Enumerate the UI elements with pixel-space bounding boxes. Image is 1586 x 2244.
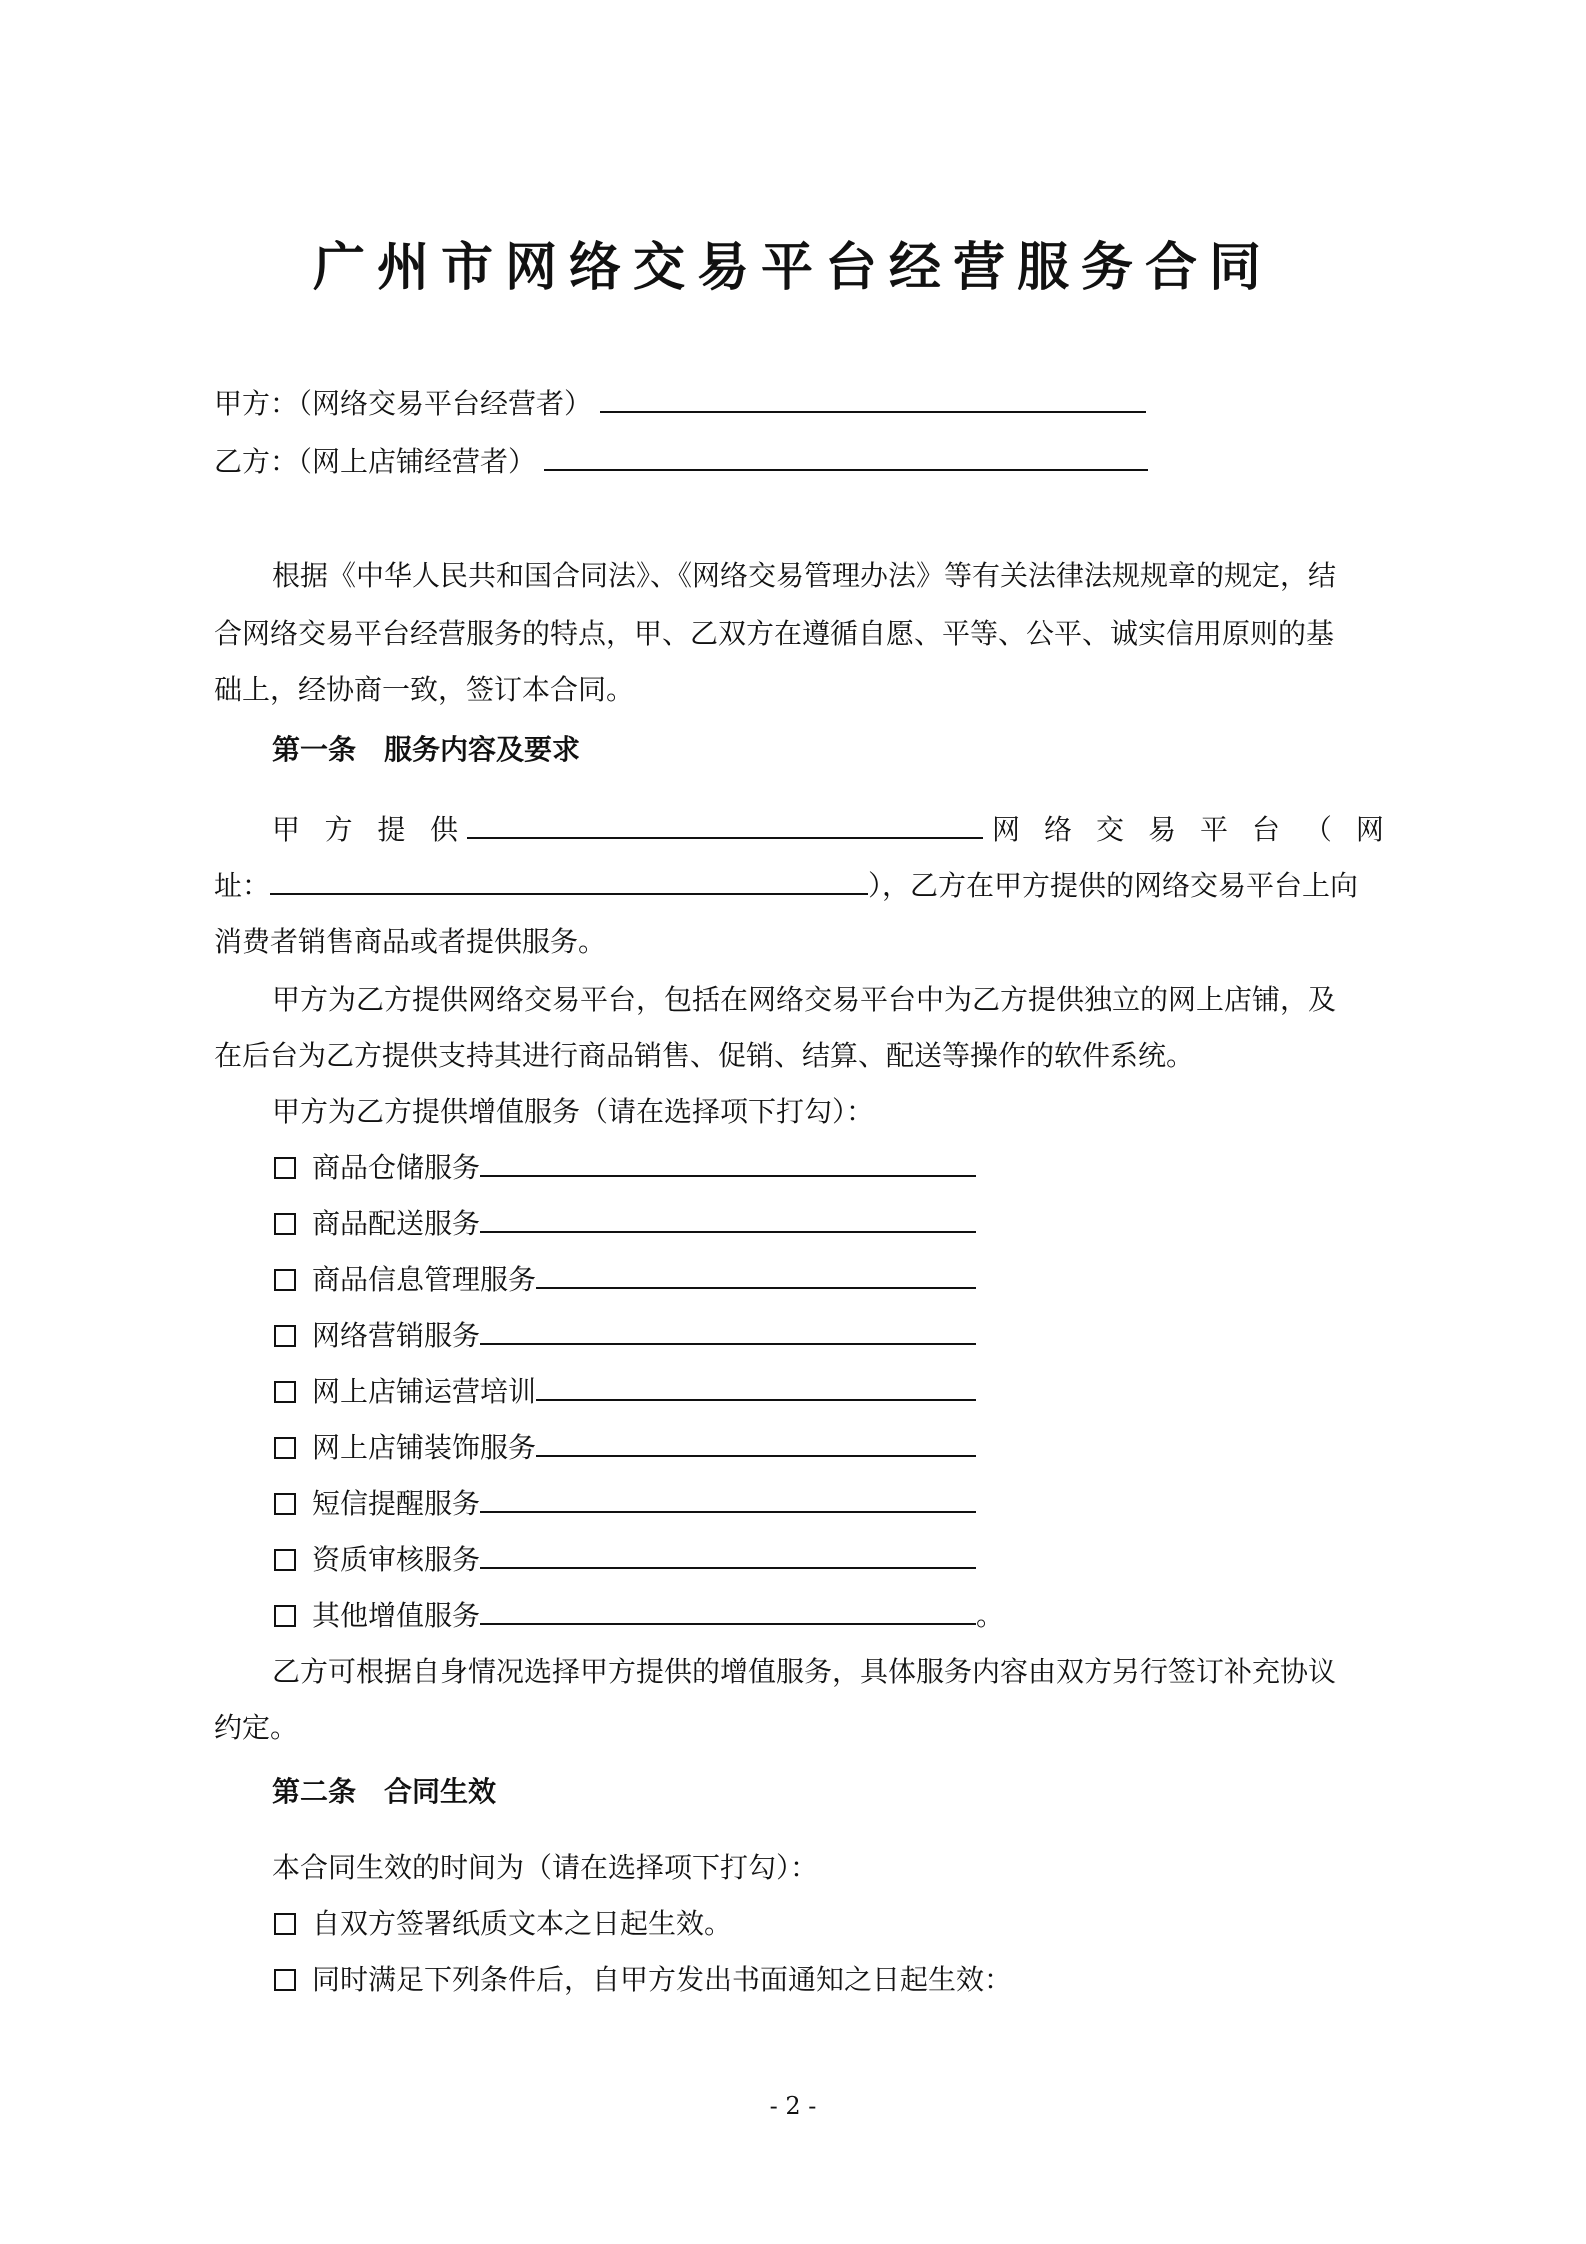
intro-line-2: 合网络交易平台经营服务的特点，甲、乙双方在遵循自愿、平等、公平、诚实信用原则的基	[214, 617, 1335, 650]
article-2-p1: 本合同生效的时间为（请在选择项下打勾）：	[272, 1851, 819, 1884]
checkbox[interactable]	[274, 1913, 296, 1935]
intro-line-1: 根据《中华人民共和国合同法》、《网络交易管理办法》等有关法律法规规章的规定，结	[272, 559, 1337, 592]
service-label: 网络营销服务	[312, 1319, 481, 1352]
checkbox[interactable]	[274, 1493, 296, 1515]
checkbox[interactable]	[274, 1325, 296, 1347]
service-blank[interactable]	[536, 1373, 976, 1401]
checkbox[interactable]	[274, 1605, 296, 1627]
service-blank[interactable]	[480, 1485, 976, 1513]
service-label: 资质审核服务	[312, 1543, 481, 1576]
service-option	[274, 1372, 976, 1412]
article-2-heading: 第二条 合同生效	[272, 1775, 497, 1808]
provide-char: 甲	[272, 813, 301, 846]
platform-char: 交	[1095, 813, 1124, 846]
service-option	[274, 1484, 976, 1524]
provide-char: 供	[429, 813, 458, 846]
provide-char: 方	[324, 813, 353, 846]
service-option	[274, 1316, 976, 1356]
platform-char: （	[1303, 813, 1332, 846]
service-label: 商品仓储服务	[312, 1151, 481, 1184]
checkbox[interactable]	[274, 1157, 296, 1179]
checkbox[interactable]	[274, 1213, 296, 1235]
service-label: 网上店铺运营培训	[312, 1375, 537, 1408]
party-a-blank[interactable]	[600, 385, 1146, 413]
platform-char: 网	[992, 813, 1021, 846]
service-option	[274, 1204, 976, 1244]
url-blank[interactable]	[270, 867, 868, 895]
service-blank[interactable]	[536, 1261, 976, 1289]
article-1-p4-line-1: 乙方可根据自身情况选择甲方提供的增值服务，具体服务内容由双方另行签订补充协议	[272, 1655, 1337, 1688]
service-option	[274, 1148, 976, 1188]
service-blank[interactable]	[480, 1205, 976, 1233]
url-label: 址：	[214, 869, 271, 902]
platform-name-blank[interactable]	[467, 811, 983, 839]
checkbox[interactable]	[274, 1969, 296, 1991]
service-blank[interactable]	[480, 1541, 976, 1569]
page-number: - 2 -	[769, 2092, 817, 2120]
party-b-line	[214, 442, 1148, 482]
platform-text	[992, 810, 1384, 850]
article-1-p2-line-2: 在后台为乙方提供支持其进行商品销售、促销、结算、配送等操作的软件系统。	[214, 1039, 1195, 1072]
document-title: 广州市网络交易平台经营服务合同	[312, 238, 1273, 298]
party-b-blank[interactable]	[544, 443, 1148, 471]
service-label: 短信提醒服务	[312, 1487, 481, 1520]
url-line	[214, 866, 1358, 906]
service-blank[interactable]	[536, 1429, 976, 1457]
platform-char: 网	[1355, 813, 1384, 846]
platform-char: 络	[1043, 813, 1072, 846]
platform-char: 台	[1251, 813, 1280, 846]
service-blank[interactable]	[480, 1597, 976, 1625]
provide-char: 提	[377, 813, 406, 846]
party-a-label: 甲方：（网络交易平台经营者）	[214, 387, 593, 420]
platform-char: 平	[1199, 813, 1228, 846]
service-label: 商品信息管理服务	[312, 1263, 537, 1296]
service-label: 其他增值服务	[312, 1599, 481, 1632]
article-1-p3: 甲方为乙方提供增值服务（请在选择项下打勾）：	[272, 1095, 875, 1128]
checkbox[interactable]	[274, 1269, 296, 1291]
effect-option-label: 自双方签署纸质文本之日起生效。	[312, 1907, 733, 1940]
service-blank[interactable]	[480, 1317, 976, 1345]
article-1-p4-line-2: 约定。	[214, 1711, 299, 1744]
checkbox[interactable]	[274, 1437, 296, 1459]
provide-text	[272, 810, 458, 850]
service-option	[274, 1260, 976, 1300]
effect-option	[274, 1960, 1012, 2000]
service-label: 网上店铺装饰服务	[312, 1431, 537, 1464]
article-1-provide-line	[214, 810, 1384, 850]
service-option	[274, 1540, 976, 1580]
effect-option-label: 同时满足下列条件后，自甲方发出书面通知之日起生效：	[312, 1963, 1013, 1996]
checkbox[interactable]	[274, 1381, 296, 1403]
article-1-p2-line-1: 甲方为乙方提供网络交易平台，包括在网络交易平台中为乙方提供独立的网上店铺，及	[272, 983, 1337, 1016]
service-end-mark: 。	[976, 1599, 1005, 1632]
party-a-line	[214, 384, 1146, 424]
url-suffix-text: ），乙方在甲方提供的网络交易平台上向	[868, 869, 1359, 902]
article-1-p1-line-3: 消费者销售商品或者提供服务。	[214, 925, 607, 958]
service-label: 商品配送服务	[312, 1207, 481, 1240]
article-1-heading: 第一条 服务内容及要求	[272, 733, 581, 766]
platform-char: 易	[1147, 813, 1176, 846]
effect-option	[274, 1904, 732, 1944]
service-option	[274, 1596, 1004, 1636]
intro-line-3: 础上，经协商一致，签订本合同。	[214, 673, 635, 706]
service-option	[274, 1428, 976, 1468]
service-blank[interactable]	[480, 1149, 976, 1177]
checkbox[interactable]	[274, 1549, 296, 1571]
party-b-label: 乙方：（网上店铺经营者）	[214, 445, 537, 478]
